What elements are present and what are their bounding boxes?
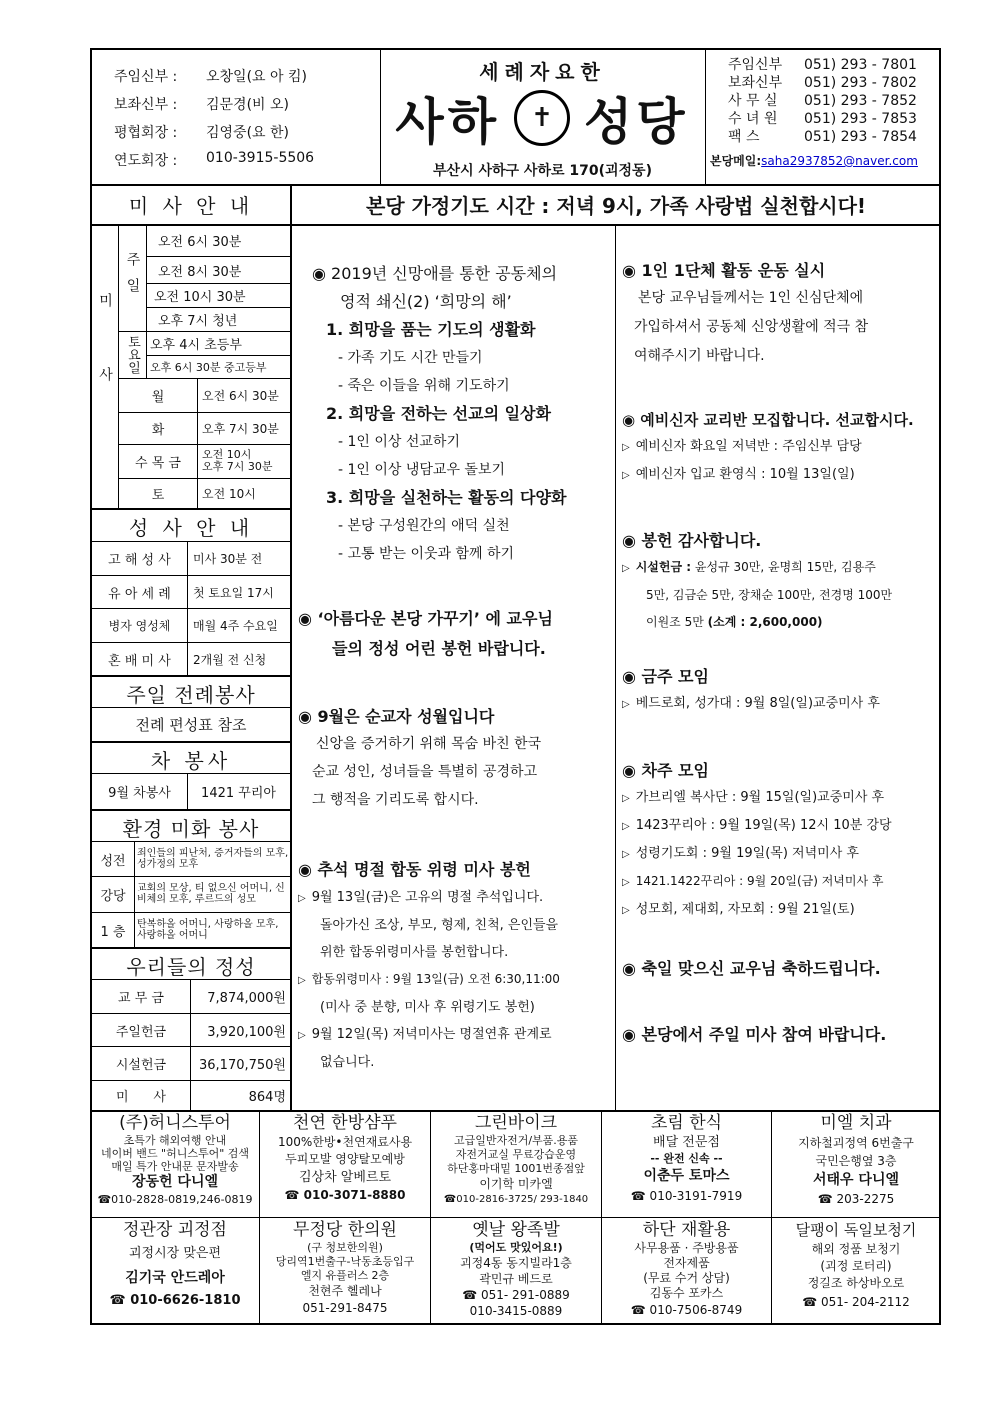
phone-number: 051) 293 - 7802 bbox=[804, 75, 917, 91]
chuseok-text: 위한 합동위령미사를 봉헌합니다. bbox=[320, 945, 509, 960]
martyrs-title: ◉ 9월은 순교자 성월입니다 bbox=[298, 707, 495, 726]
ad-line: 고급일반자전거/부품.용품 bbox=[453, 1134, 579, 1147]
ad-phone: ☎ 051- 204-2112 bbox=[802, 1295, 910, 1309]
section-chuseok bbox=[298, 856, 616, 1076]
header-bottom-rule bbox=[90, 184, 941, 186]
catechumen-title: ◉ 예비신자 교리반 모집합니다. 선교합시다. bbox=[622, 411, 914, 429]
ad-owner: 김동수 포카스 bbox=[649, 1286, 724, 1300]
one-group-text: 본당 교우님들께서는 1인 신심단체에 bbox=[638, 290, 864, 306]
attend-notice: ◉ 본당에서 주일 미사 참여 바랍니다. bbox=[622, 1025, 887, 1044]
catechumen-text: 예비신자 화요일 저녁반 : 주임신부 담당 bbox=[635, 439, 862, 454]
weekday-time: 오후 7시 30분 bbox=[202, 421, 279, 436]
mass-title: 미 사 안 내 bbox=[92, 190, 290, 219]
thanks-title: ◉ 봉헌 감사합니다. bbox=[622, 531, 762, 550]
ad-owner: 이춘두 토마스 bbox=[643, 1168, 730, 1184]
rule bbox=[197, 378, 198, 508]
rule bbox=[92, 675, 290, 677]
ad-line: 괴정시장 맞은편 bbox=[128, 1246, 222, 1261]
offering-name: 시설헌금 bbox=[115, 1057, 167, 1073]
ad-hearing-aid bbox=[773, 1219, 939, 1312]
thanks-total: (소계 : 2,600,000) bbox=[707, 615, 823, 629]
vision-point: 3. 희망을 실천하는 활동의 다양화 bbox=[326, 488, 567, 507]
staff-name: 010-3915-5506 bbox=[206, 150, 315, 166]
rule bbox=[430, 1110, 431, 1325]
section-one-group bbox=[622, 258, 938, 371]
martyrs-text: 그 행적을 기리도록 합시다. bbox=[312, 792, 479, 808]
triangle-bullet-icon: ▷ bbox=[298, 893, 306, 904]
martyrs-text: 신앙을 증거하기 위해 목숨 바친 한국 bbox=[316, 736, 542, 752]
offering-amount: 864명 bbox=[248, 1090, 286, 1105]
church-address: 부산시 사하구 사하로 170(괴정동) bbox=[433, 163, 652, 179]
phone-number: 051) 293 - 7852 bbox=[804, 93, 917, 109]
env-title: 환경 미화 봉사 bbox=[92, 813, 290, 842]
offering-name: 교 무 금 bbox=[118, 990, 164, 1006]
church-logo-icon: ✝ bbox=[514, 90, 570, 146]
ad-line: 전자제품 bbox=[663, 1256, 710, 1270]
mass-side-text: 미사 bbox=[97, 293, 113, 441]
next-week-item: 1423꾸리아 : 9월 19일(목) 12시 10분 강당 bbox=[635, 818, 892, 833]
saturday-time: 오후 6시 30분 중고등부 bbox=[150, 361, 267, 374]
vision-point: 1. 희망을 품는 기도의 생활화 bbox=[326, 320, 536, 339]
ad-line: 초특가 해외여행 안내 bbox=[123, 1134, 227, 1147]
vision-subpoint: - 1인 이상 선교하기 bbox=[338, 434, 460, 450]
sunday-label bbox=[119, 230, 146, 326]
ad-jeonggwanjang bbox=[92, 1219, 258, 1313]
ad-title: 하단 재활용 bbox=[642, 1220, 731, 1240]
ad-owner: 김상차 알베르토 bbox=[298, 1170, 392, 1185]
ad-line: 하단홍마대밑 1001번종점앞 bbox=[447, 1162, 585, 1175]
sacrament-name: 유 아 세 례 bbox=[108, 586, 171, 602]
staff-role: 평협회장 : bbox=[114, 125, 178, 141]
ad-phone: ☎ 203-2275 bbox=[817, 1192, 895, 1206]
catechumen-text: 예비신자 입교 환영식 : 10월 13일(일) bbox=[635, 467, 855, 482]
weekday-day: 월 bbox=[151, 389, 165, 405]
ad-shampoo bbox=[261, 1112, 429, 1203]
car-title: 차 봉사 bbox=[92, 745, 290, 774]
staff-name: 김영중(요 한) bbox=[206, 125, 289, 141]
weekday-time: 오전 10시 오후 7시 30분 bbox=[202, 448, 273, 473]
env-place: 강당 bbox=[100, 888, 126, 904]
ad-phone: ☎ 010-3191-7919 bbox=[630, 1189, 743, 1203]
phone-label: 보좌신부 bbox=[728, 75, 783, 91]
rule bbox=[259, 1110, 260, 1325]
vision-title: 영적 쇄신(2) ‘희망의 해’ bbox=[340, 292, 512, 311]
ad-title: 미엘 치과 bbox=[820, 1113, 892, 1133]
ad-title: 그린바이크 bbox=[474, 1113, 558, 1133]
rule bbox=[146, 256, 290, 257]
feast-greeting: ◉ 축일 맞으신 교우님 축하드립니다. bbox=[622, 959, 881, 978]
ad-owner: 서태우 다니엘 bbox=[812, 1172, 900, 1188]
ad-phone: ☎ 010-7506-8749 bbox=[630, 1303, 743, 1317]
vision-point: 2. 희망을 전하는 선교의 일상화 bbox=[326, 404, 551, 423]
next-week-item: 1421.1422꾸리아 : 9월 20일(금) 저녁미사 후 bbox=[635, 874, 884, 888]
ad-line: 해외 정품 보청기 bbox=[811, 1242, 901, 1256]
triangle-bullet-icon: ▷ bbox=[622, 699, 630, 710]
phone-number: 051) 293 - 7854 bbox=[804, 129, 917, 145]
env-place: 성전 bbox=[100, 853, 126, 869]
thanks-text: 윤성규 30만, 윤명희 15만, 김용주 bbox=[694, 560, 876, 574]
ad-line: (구 청보한의원) bbox=[307, 1241, 383, 1254]
ad-line: 자전거교실 무료강습운영 bbox=[455, 1148, 577, 1161]
thanks-text: 5만, 김금순 5만, 장채순 100만, 전경명 100만 bbox=[646, 588, 893, 602]
weekday-day: 수 목 금 bbox=[135, 455, 181, 471]
sacrament-info: 미사 30분 전 bbox=[193, 551, 263, 566]
rule bbox=[134, 841, 135, 947]
ad-line: 지하철괴정역 6번출구 bbox=[798, 1136, 914, 1150]
this-week-text: 베드로회, 성가대 : 9월 8일(일)교중미사 후 bbox=[635, 696, 880, 711]
triangle-bullet-icon: ▷ bbox=[622, 821, 630, 832]
staff-role: 주임신부 : bbox=[114, 69, 178, 85]
ad-line: 당리역1번출구-낙동초등입구 bbox=[275, 1255, 415, 1268]
saturday-time: 오후 4시 초등부 bbox=[150, 337, 242, 353]
ad-title: 무정당 한의원 bbox=[293, 1220, 397, 1240]
phone-label: 사 무 실 bbox=[728, 93, 778, 109]
sunday-text: 주일 bbox=[124, 252, 141, 304]
left-column-border bbox=[290, 184, 292, 1110]
section-vision bbox=[312, 260, 612, 568]
sunday-time: 오전 8시 30분 bbox=[158, 264, 242, 280]
ad-owner: 장동헌 다니엘 bbox=[131, 1174, 219, 1190]
section-next-week bbox=[622, 758, 940, 924]
ad-oriental-clinic bbox=[261, 1219, 429, 1317]
mass-side-label bbox=[92, 226, 118, 508]
sunday-time: 오후 7시 청년 bbox=[158, 313, 238, 329]
sacrament-info: 매월 4주 수요일 bbox=[193, 618, 278, 633]
ad-phone: ☎ 010-6626-1810 bbox=[109, 1293, 241, 1308]
ad-phone: ☎010-2828-0819,246-0819 bbox=[97, 1193, 253, 1206]
phone-label: 팩 스 bbox=[728, 129, 760, 145]
sacrament-info: 2개월 전 신청 bbox=[193, 652, 267, 667]
sacrament-name: 병자 영성체 bbox=[108, 618, 171, 633]
church-name-right: 성당 bbox=[584, 93, 689, 151]
ad-line: 사무용품 · 주방용품 bbox=[634, 1241, 739, 1255]
ad-title: 달팽이 독일보청기 bbox=[795, 1221, 917, 1239]
section-this-week bbox=[622, 664, 940, 718]
ad-title: 정관장 괴정점 bbox=[123, 1220, 227, 1240]
ad-phone: 010-3415-0889 bbox=[469, 1304, 563, 1318]
ad-title: (주)허니스투어 bbox=[119, 1113, 231, 1133]
ad-phone: ☎010-2816-3725/ 293-1840 bbox=[443, 1194, 589, 1205]
vision-title: ◉ 2019년 신망애를 통한 공동체의 bbox=[312, 264, 558, 283]
header-divider bbox=[705, 48, 706, 184]
rule bbox=[601, 1110, 602, 1325]
one-group-text: 여해주시기 바랍니다. bbox=[634, 348, 765, 364]
martyrs-text: 순교 성인, 성녀들을 특별히 공경하고 bbox=[312, 764, 538, 780]
ad-honeys-tour bbox=[92, 1112, 258, 1207]
ad-miel-dental bbox=[773, 1112, 939, 1208]
one-group-text: 가입하셔서 공동체 신앙생활에 적극 참 bbox=[634, 319, 869, 335]
staff-name: 오창일(요 아 킴) bbox=[206, 69, 307, 85]
church-name-left: 사하 bbox=[395, 93, 500, 151]
next-week-item: 가브리엘 복사단 : 9월 15일(일)교중미사 후 bbox=[635, 790, 885, 805]
offering-title: 우리들의 정성 bbox=[92, 951, 290, 980]
ad-line: (괴정 로터리) bbox=[820, 1259, 892, 1273]
triangle-bullet-icon: ▷ bbox=[298, 975, 306, 986]
triangle-bullet-icon: ▷ bbox=[622, 793, 630, 804]
ad-green-bike bbox=[432, 1112, 600, 1207]
sunday-time: 오전 10시 30분 bbox=[154, 289, 246, 305]
liturgy-text: 전례 편성표 참조 bbox=[135, 715, 247, 734]
triangle-bullet-icon: ▷ bbox=[622, 470, 630, 481]
chuseok-text: 9월 12일(목) 저녁미사는 명절연휴 관계로 bbox=[311, 1027, 552, 1042]
ad-line: 정길조 하상바오로 bbox=[807, 1276, 905, 1290]
rule bbox=[92, 508, 290, 510]
next-week-title: ◉ 차주 모임 bbox=[622, 761, 709, 780]
ad-line: 매일 특가 안내문 문자발송 bbox=[111, 1160, 239, 1173]
chuseok-text: 9월 13일(금)은 고유의 명절 추석입니다. bbox=[311, 890, 544, 905]
saturday-text: 토요일 bbox=[125, 335, 140, 374]
chuseok-title: ◉ 추석 명절 합동 위령 미사 봉헌 bbox=[298, 860, 531, 879]
car-label: 9월 차봉사 bbox=[108, 785, 171, 801]
chuseok-text: 없습니다. bbox=[320, 1055, 375, 1070]
ad-line: 100%한방•천연재료사용 bbox=[277, 1135, 413, 1149]
sacrament-title: 성 사 안 내 bbox=[92, 512, 290, 541]
ad-jokbal bbox=[432, 1219, 600, 1319]
offering-name: 주일헌금 bbox=[115, 1024, 167, 1040]
weekday-day: 토 bbox=[151, 487, 165, 503]
ad-owner: 천현주 헬레나 bbox=[308, 1284, 382, 1298]
triangle-bullet-icon: ▷ bbox=[298, 1030, 306, 1041]
offering-amount: 3,920,100원 bbox=[207, 1024, 286, 1040]
headline-rule bbox=[291, 224, 941, 226]
thanks-text: 이원조 5만 bbox=[646, 615, 704, 629]
headline: 본당 가정기도 시간 : 저녁 9시, 가족 사랑법 실천합시다! bbox=[365, 194, 867, 218]
vision-subpoint: - 본당 구성원간의 애덕 실천 bbox=[338, 518, 510, 534]
phone-number: 051) 293 - 7801 bbox=[804, 57, 917, 73]
ad-line: 배달 전문점 bbox=[653, 1135, 720, 1150]
ad-phone: ☎ 010-3071-8880 bbox=[284, 1188, 406, 1202]
ad-owner: 이기학 미카엘 bbox=[479, 1177, 553, 1191]
ad-line: (무료 수거 상담) bbox=[643, 1271, 730, 1285]
church-top-label: 세례자요한 bbox=[479, 60, 606, 84]
phone-label: 수 녀 원 bbox=[728, 111, 778, 127]
chuseok-text: 돌아가신 조상, 부모, 형제, 친척, 은인들을 bbox=[320, 918, 559, 933]
rule bbox=[92, 947, 290, 949]
triangle-bullet-icon: ▷ bbox=[622, 905, 630, 916]
rule bbox=[92, 809, 290, 811]
staff-list bbox=[114, 66, 364, 178]
ad-line: 국민은행옆 3층 bbox=[815, 1154, 897, 1168]
triangle-bullet-icon: ▷ bbox=[622, 849, 630, 860]
next-week-item: 성모회, 제대회, 자모회 : 9월 21일(토) bbox=[635, 902, 855, 917]
triangle-bullet-icon: ▷ bbox=[622, 877, 630, 888]
offering-amount: 36,170,750원 bbox=[199, 1057, 286, 1073]
email-link[interactable]: saha2937852@naver.com bbox=[761, 154, 918, 168]
weekday-day: 화 bbox=[151, 422, 165, 438]
weekday-time: 오전 6시 30분 bbox=[202, 388, 279, 403]
phone-list bbox=[728, 56, 938, 146]
next-week-item: 성령기도회 : 9월 19일(목) 저녁미사 후 bbox=[635, 846, 859, 861]
triangle-bullet-icon: ▷ bbox=[622, 442, 630, 453]
offering-amount: 7,874,000원 bbox=[207, 990, 286, 1006]
sacrament-name: 고 해 성 사 bbox=[108, 552, 171, 568]
rule bbox=[92, 224, 290, 226]
env-place: 1 층 bbox=[100, 924, 126, 940]
section-martyrs bbox=[298, 704, 614, 814]
ad-recycling bbox=[603, 1219, 770, 1319]
beautify-line: ◉ ‘아름다운 본당 가꾸기’ 에 교우님 bbox=[298, 609, 553, 628]
vision-subpoint: - 1인 이상 냉담교우 돌보기 bbox=[338, 462, 505, 478]
car-value: 1421 꾸리아 bbox=[201, 785, 276, 801]
env-groups: 죄인들의 피난처, 증거자들의 모후, 성가정의 모후 bbox=[137, 848, 289, 870]
ad-title: 초림 한식 bbox=[650, 1113, 723, 1133]
vision-subpoint: - 가족 기도 시간 만들기 bbox=[338, 350, 483, 366]
beautify-line: 들의 정성 어린 봉헌 바랍니다. bbox=[332, 639, 546, 658]
ad-line: 엘지 유플러스 2층 bbox=[300, 1269, 390, 1282]
chuseok-text: (미사 중 분향, 미사 후 위령기도 봉헌) bbox=[320, 1000, 535, 1015]
rule bbox=[92, 741, 290, 743]
sunday-time: 오전 6시 30분 bbox=[158, 234, 242, 250]
triangle-bullet-icon: ▷ bbox=[622, 563, 630, 574]
liturgy-title: 주일 전례봉사 bbox=[92, 679, 290, 708]
sacrament-info: 첫 토요일 17시 bbox=[193, 585, 274, 600]
this-week-title: ◉ 금주 모임 bbox=[622, 667, 709, 686]
ad-phone: 051-291-8475 bbox=[302, 1301, 388, 1315]
saturday-label bbox=[119, 331, 146, 378]
staff-role: 연도회장 : bbox=[114, 153, 178, 169]
ad-line: -- 완전 신속 -- bbox=[650, 1152, 723, 1165]
ad-line: (먹어도 맛있어요!) bbox=[469, 1241, 563, 1254]
env-groups: 교회의 모상, 티 없으신 어머니, 신비체의 모후, 루르드의 성모 bbox=[137, 883, 285, 905]
rule bbox=[118, 378, 290, 379]
ad-title: 천연 한방샴푸 bbox=[293, 1113, 397, 1133]
ad-owner: 김기국 안드레아 bbox=[125, 1270, 225, 1286]
section-thanks bbox=[622, 528, 940, 636]
sacrament-name: 혼 배 미 사 bbox=[108, 653, 171, 669]
one-group-title: ◉ 1인 1단체 활동 운동 실시 bbox=[622, 261, 826, 280]
section-beautify bbox=[298, 604, 614, 664]
ad-line: 네이버 밴드 "허니스투어" 검색 bbox=[100, 1147, 250, 1160]
email-label: 본당메일: bbox=[710, 154, 762, 168]
vision-subpoint: - 고통 받는 이웃과 함께 하기 bbox=[338, 546, 515, 562]
offering-name: 미 사 bbox=[116, 1090, 166, 1105]
vision-subpoint: - 죽은 이들을 위해 기도하기 bbox=[338, 378, 510, 394]
ad-title: 옛날 왕족발 bbox=[472, 1220, 560, 1240]
env-groups: 탄복하올 어머니, 사랑하올 모후, 사랑하올 어머니 bbox=[137, 919, 279, 941]
staff-role: 보좌신부 : bbox=[114, 97, 178, 113]
ad-line: 괴정4동 동지빌라1층 bbox=[460, 1256, 572, 1270]
ad-line: 곽민규 베드로 bbox=[479, 1272, 553, 1286]
section-catechumen bbox=[622, 407, 940, 489]
phone-label: 주임신부 bbox=[728, 57, 783, 73]
thanks-label: 시설헌금 : bbox=[635, 560, 692, 574]
ad-line: 두피모발 영양탈모예방 bbox=[285, 1152, 405, 1166]
ads-middle-rule bbox=[90, 1217, 941, 1218]
ad-chorim bbox=[603, 1112, 770, 1206]
phone-number: 051) 293 - 7853 bbox=[804, 111, 917, 127]
ad-owner: ☎ 051- 291-0889 bbox=[462, 1288, 570, 1302]
email-line bbox=[710, 152, 938, 169]
rule bbox=[771, 1110, 772, 1325]
church-name bbox=[392, 82, 692, 154]
weekday-time: 오전 10시 bbox=[202, 486, 256, 501]
chuseok-text: 합동위령미사 : 9월 13일(금) 오전 6:30,11:00 bbox=[311, 972, 560, 986]
staff-name: 김문경(비 오) bbox=[206, 97, 289, 113]
